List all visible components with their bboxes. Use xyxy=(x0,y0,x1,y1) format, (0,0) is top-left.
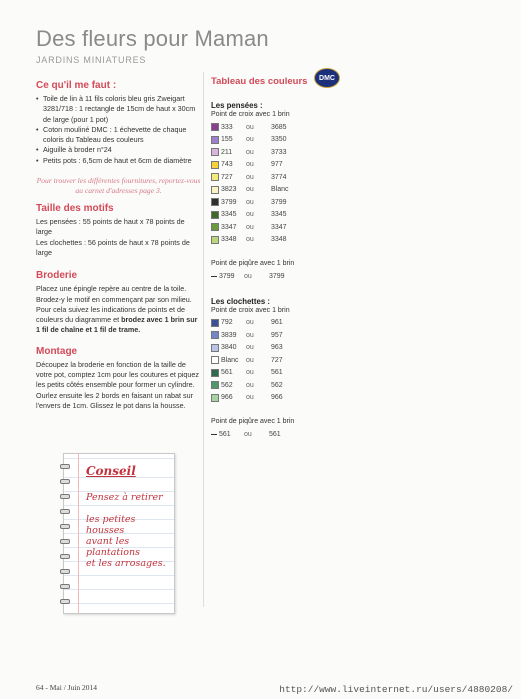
color-row xyxy=(211,317,331,330)
source-url: http://www.liveinternet.ru/users/4880208/ xyxy=(279,684,513,695)
page-footer: 64 - Mai / Juin 2014 xyxy=(36,683,98,692)
ou-label: ou xyxy=(246,394,254,402)
alt-number: 3799 xyxy=(269,272,285,280)
ou-label: ou xyxy=(246,161,254,169)
ou-label: ou xyxy=(246,123,254,131)
alt-number: 3350 xyxy=(271,136,287,144)
clochettes-backstitch-row xyxy=(211,428,331,441)
dmc-number: 3823 xyxy=(221,186,237,194)
dmc-number: 3348 xyxy=(221,236,237,244)
ou-label: ou xyxy=(246,211,254,219)
color-swatch-icon xyxy=(211,186,219,194)
dmc-number: 3799 xyxy=(219,272,235,280)
ou-label: ou xyxy=(244,430,252,438)
spiral-ring-icon xyxy=(60,569,70,574)
spiral-ring-icon xyxy=(60,494,70,499)
advice-line: avant les plantations xyxy=(86,536,140,558)
color-swatch-icon xyxy=(211,148,219,156)
needs-heading: Ce qu'il me faut : xyxy=(36,80,117,91)
dmc-number: 792 xyxy=(221,319,233,327)
ou-label: ou xyxy=(246,319,254,327)
needs-item: • Coton mouliné DMC : 1 échevette de chaque coloris du Tableau des couleurs xyxy=(43,125,201,146)
pensees-backstitch-row xyxy=(211,270,331,283)
clochettes-rows xyxy=(211,317,331,405)
color-row xyxy=(211,329,331,342)
spiral-ring-icon xyxy=(60,584,70,589)
backstitch-label: Point de piqûre avec 1 brin xyxy=(211,260,295,267)
pensees-heading: Les pensées : xyxy=(211,101,263,110)
ou-label: ou xyxy=(246,236,254,244)
alt-number: 727 xyxy=(271,356,283,364)
advice-line: et les arrosages. xyxy=(86,558,166,569)
alt-number: 3799 xyxy=(271,198,287,206)
color-table xyxy=(211,76,331,441)
color-swatch-icon xyxy=(211,319,219,327)
color-row xyxy=(211,354,331,367)
dmc-number: 3799 xyxy=(221,198,237,206)
notebook-margin-line xyxy=(78,454,79,613)
size-heading: Taille des motifs xyxy=(36,203,114,215)
backstitch-line-icon xyxy=(211,276,217,277)
color-row xyxy=(211,159,331,172)
column-divider xyxy=(203,72,204,607)
color-swatch-icon xyxy=(211,173,219,181)
spiral-ring-icon xyxy=(60,599,70,604)
needs-item: • Petits pots : 6,5cm de haut et 6cm de diamètre xyxy=(43,156,201,166)
dmc-logo: DMC xyxy=(314,68,340,88)
ou-label: ou xyxy=(246,173,254,181)
color-row xyxy=(211,171,331,184)
color-row xyxy=(211,209,331,222)
broderie-heading: Broderie xyxy=(36,270,78,282)
alt-number: 3345 xyxy=(271,211,287,219)
color-row xyxy=(211,367,331,380)
supplies-note: Pour trouver les différentes fournitures, reportez-vous au carnet d'adresses page 3. xyxy=(36,176,201,195)
dmc-number: Blanc xyxy=(221,356,239,364)
color-row xyxy=(211,134,331,147)
broderie-text xyxy=(36,284,201,335)
alt-number: 3733 xyxy=(271,148,287,156)
alt-number: 961 xyxy=(271,319,283,327)
alt-number: 3774 xyxy=(271,173,287,181)
color-swatch-icon xyxy=(211,136,219,144)
ou-label: ou xyxy=(246,186,254,194)
alt-number: Blanc xyxy=(271,186,289,194)
color-swatch-icon xyxy=(211,161,219,169)
alt-number: 963 xyxy=(271,344,283,352)
color-row xyxy=(211,184,331,197)
color-row xyxy=(211,379,331,392)
color-swatch-icon xyxy=(211,236,219,244)
alt-number: 561 xyxy=(269,430,281,438)
dmc-number: 155 xyxy=(221,136,233,144)
color-row xyxy=(211,342,331,355)
color-row xyxy=(211,221,331,234)
broderie-text-part: Placez une épingle repère au centre de la toile. Brodez-y le motif en commençant par son milieu. Pour cela suivez les indications de points et de couleurs du diagramme et xyxy=(36,284,192,325)
alt-number: 3347 xyxy=(271,223,287,231)
color-swatch-icon xyxy=(211,394,219,402)
color-row xyxy=(211,121,331,134)
clochettes-heading: Les clochettes : xyxy=(211,296,270,306)
dmc-number: 562 xyxy=(221,381,233,389)
ou-label: ou xyxy=(246,148,254,156)
color-table-heading: Tableau des couleurs xyxy=(211,76,308,87)
dmc-number: 743 xyxy=(221,161,233,169)
color-swatch-icon xyxy=(211,381,219,389)
dmc-number: 3839 xyxy=(221,331,237,339)
color-swatch-icon xyxy=(211,331,219,339)
montage-text: Découpez la broderie en fonction de la taille de votre pot, comptez 1cm pour les coutures et piquez les petits côtés ensemble pour former un cylindre. Ourlez ensuite les 2 bords en faisant un rabat sur l'envers de 1cm. Glissez le pot dans la housse. xyxy=(36,359,199,410)
instructions-column xyxy=(36,72,201,411)
advice-notebook xyxy=(63,453,175,614)
alt-number: 966 xyxy=(271,394,283,402)
ou-label: ou xyxy=(246,223,254,231)
alt-number: 957 xyxy=(271,331,283,339)
cross-stitch-label: Point de croix avec 1 brin xyxy=(211,306,290,314)
dmc-number: 3345 xyxy=(221,211,237,219)
page-subtitle: JARDINS MINIATURES xyxy=(36,55,147,65)
spiral-ring-icon xyxy=(60,479,70,484)
dmc-number: 727 xyxy=(221,173,233,181)
ou-label: ou xyxy=(244,272,252,280)
alt-number: 977 xyxy=(271,161,283,169)
color-swatch-icon xyxy=(211,123,219,131)
advice-title: Conseil xyxy=(86,464,136,478)
spiral-ring-icon xyxy=(60,554,70,559)
montage-heading: Montage xyxy=(36,345,78,357)
spiral-ring-icon xyxy=(60,524,70,529)
color-swatch-icon xyxy=(211,356,219,364)
alt-number: 3348 xyxy=(271,236,287,244)
ou-label: ou xyxy=(246,356,254,364)
dmc-number: 561 xyxy=(221,369,233,377)
dmc-number: 333 xyxy=(221,123,233,131)
backstitch-label: Point de piqûre avec 1 brin xyxy=(211,418,295,425)
dmc-number: 561 xyxy=(219,430,231,438)
color-swatch-icon xyxy=(211,223,219,231)
color-swatch-icon xyxy=(211,369,219,377)
dmc-number: 3840 xyxy=(221,344,237,352)
color-swatch-icon xyxy=(211,211,219,219)
ou-label: ou xyxy=(246,331,254,339)
alt-number: 561 xyxy=(271,369,283,377)
color-swatch-icon xyxy=(211,344,219,352)
color-swatch-icon xyxy=(211,198,219,206)
dmc-number: 211 xyxy=(221,148,233,156)
spiral-ring-icon xyxy=(60,464,70,469)
alt-number: 3685 xyxy=(271,123,287,131)
color-row xyxy=(211,234,331,247)
advice-line: Pensez à retirer xyxy=(86,492,163,503)
advice-line: les petites housses xyxy=(86,514,136,536)
ou-label: ou xyxy=(246,369,254,377)
size-line: Les clochettes : 56 points de haut x 78 points de large xyxy=(36,237,190,257)
ou-label: ou xyxy=(246,381,254,389)
needs-item: • Toile de lin à 11 fils coloris bleu gris Zweigart 3281/718 : 1 rectangle de 15cm de haut x 30cm de large (pour 1 pot) xyxy=(43,94,201,125)
needs-item: • Aiguille à broder n°24 xyxy=(43,145,201,155)
spiral-ring-icon xyxy=(60,539,70,544)
color-row xyxy=(211,146,331,159)
ou-label: ou xyxy=(246,198,254,206)
pensees-rows xyxy=(211,121,331,246)
alt-number: 562 xyxy=(271,381,283,389)
needs-list xyxy=(36,94,201,166)
spiral-ring-icon xyxy=(60,509,70,514)
backstitch-line-icon xyxy=(211,434,217,435)
size-line: Les pensées : 55 points de haut x 78 points de large xyxy=(36,217,185,237)
dmc-number: 3347 xyxy=(221,223,237,231)
color-row xyxy=(211,196,331,209)
dmc-number: 966 xyxy=(221,394,233,402)
ou-label: ou xyxy=(246,344,254,352)
broderie-text-bold: brodez avec 1 brin sur 1 fil de chaîne et 1 fil de trame. xyxy=(36,315,198,335)
color-row xyxy=(211,392,331,405)
page-title: Des fleurs pour Maman xyxy=(36,26,269,51)
ou-label: ou xyxy=(246,136,254,144)
cross-stitch-label: Point de croix avec 1 brin xyxy=(211,111,290,118)
